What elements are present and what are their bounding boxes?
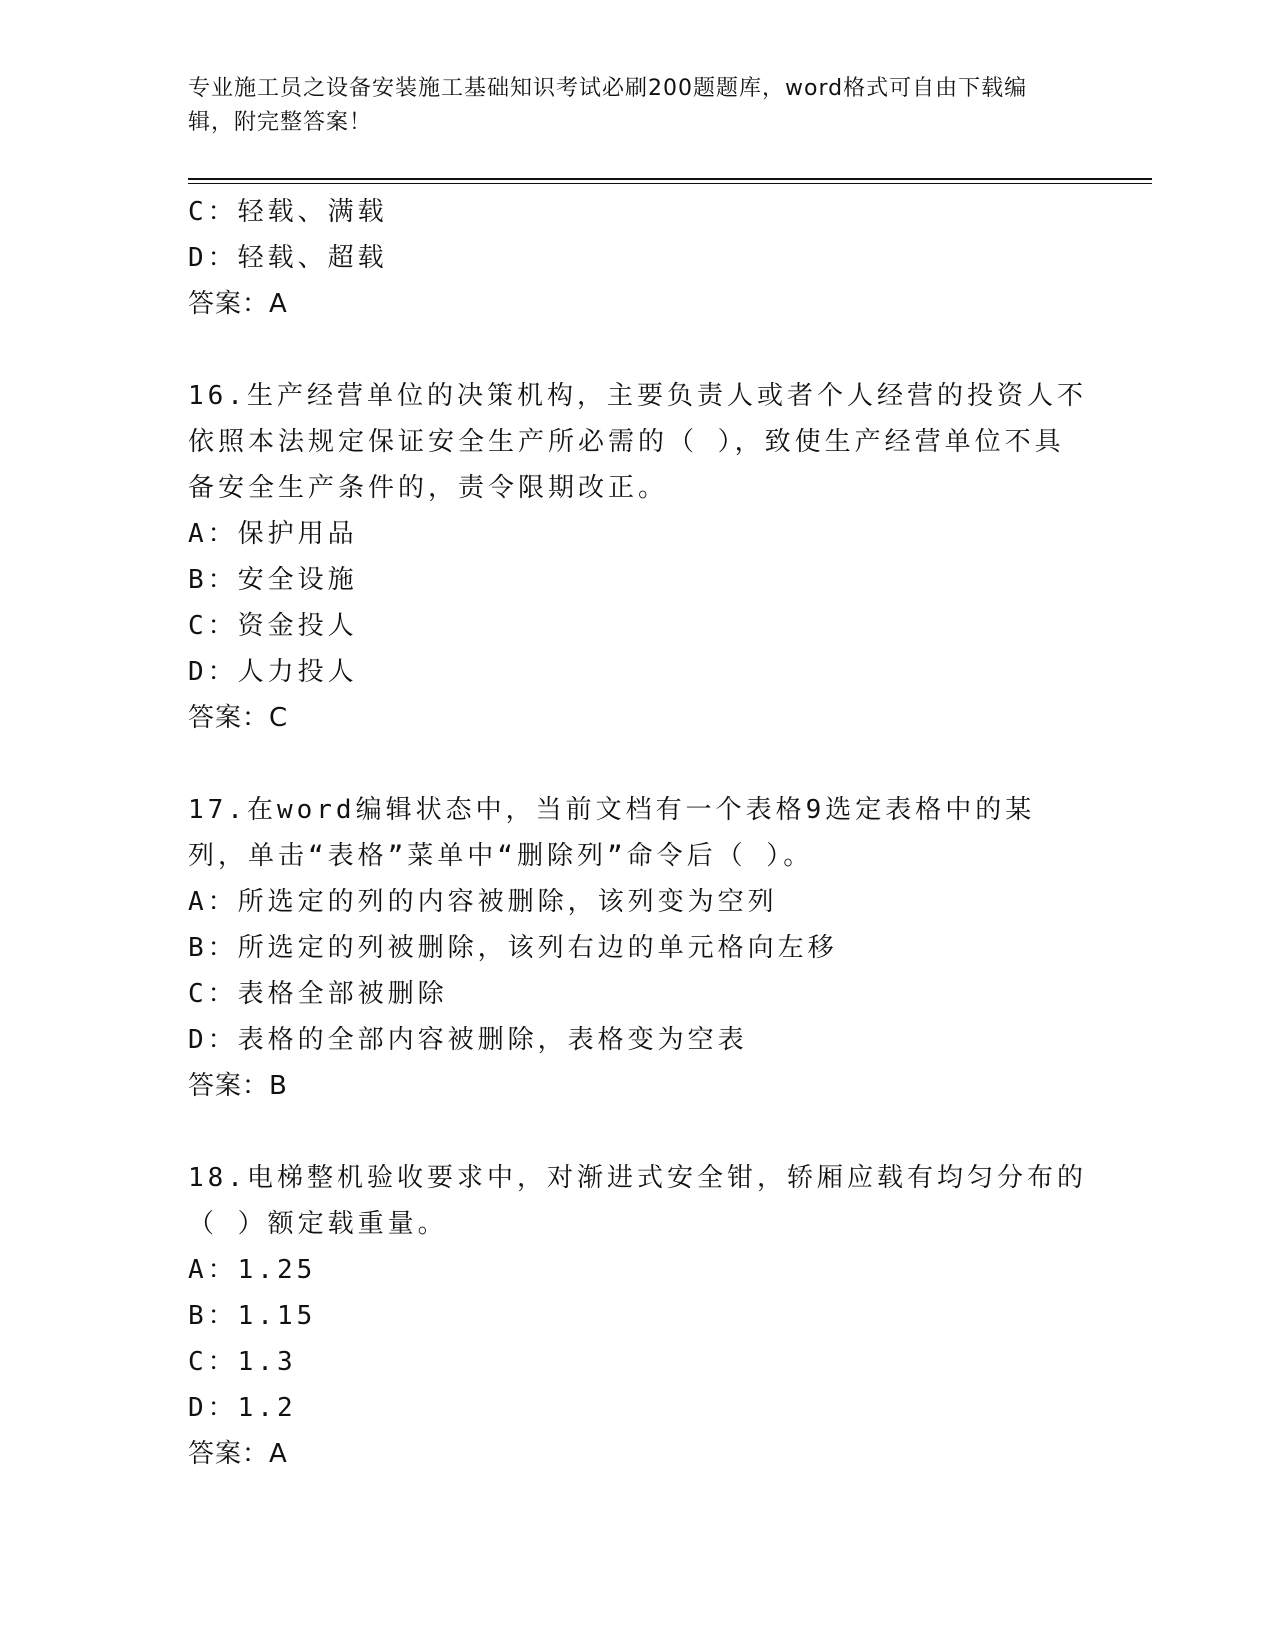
question-18-answer: 答案：A	[188, 1439, 288, 1469]
header-divider-thin	[188, 183, 1152, 184]
question-16-option-c: C：资金投人	[188, 611, 358, 641]
question-18-option-a: A：1.25	[188, 1255, 317, 1285]
question-list	[188, 189, 1088, 1477]
question-17-option-d: D：表格的全部内容被删除，表格变为空表	[188, 1025, 748, 1055]
question-17-answer: 答案：B	[188, 1071, 288, 1101]
question-18-text: 18.电梯整机验收要求中，对渐进式安全钳，轿厢应载有均匀分布的（ ）额定载重量。	[188, 1163, 1087, 1239]
option-c: C：轻载、满载	[188, 197, 388, 227]
header-divider	[188, 178, 1152, 180]
page-header: 专业施工员之设备安装施工基础知识考试必刷200题题库，word格式可自由下载编辑，附完整答案！	[188, 76, 1028, 135]
answer-line: 答案：A	[188, 289, 288, 319]
question-17-option-a: A：所选定的列的内容被删除，该列变为空列	[188, 887, 778, 917]
question-16-text: 16.生产经营单位的决策机构，主要负责人或者个人经营的投资人不依照本法规定保证安全生产所必需的（ ），致使生产经营单位不具备安全生产条件的，责令限期改正。	[188, 381, 1087, 503]
question-18-option-b: B：1.15	[188, 1301, 317, 1331]
option-d: D：轻载、超载	[188, 243, 388, 273]
question-16-option-a: A：保护用品	[188, 519, 358, 549]
question-17-option-c: C：表格全部被删除	[188, 979, 448, 1009]
question-17-option-b: B：所选定的列被删除，该列右边的单元格向左移	[188, 933, 838, 963]
question-18-option-c: C：1.3	[188, 1347, 297, 1377]
question-16-answer: 答案：C	[188, 703, 289, 733]
question-18-option-d: D：1.2	[188, 1393, 297, 1423]
question-17-text: 17.在word编辑状态中，当前文档有一个表格9选定表格中的某列，单击“表格”菜单中“删除列”命令后（ ）。	[188, 795, 1036, 871]
question-16-option-d: D：人力投人	[188, 657, 358, 687]
question-16-option-b: B：安全设施	[188, 565, 358, 595]
